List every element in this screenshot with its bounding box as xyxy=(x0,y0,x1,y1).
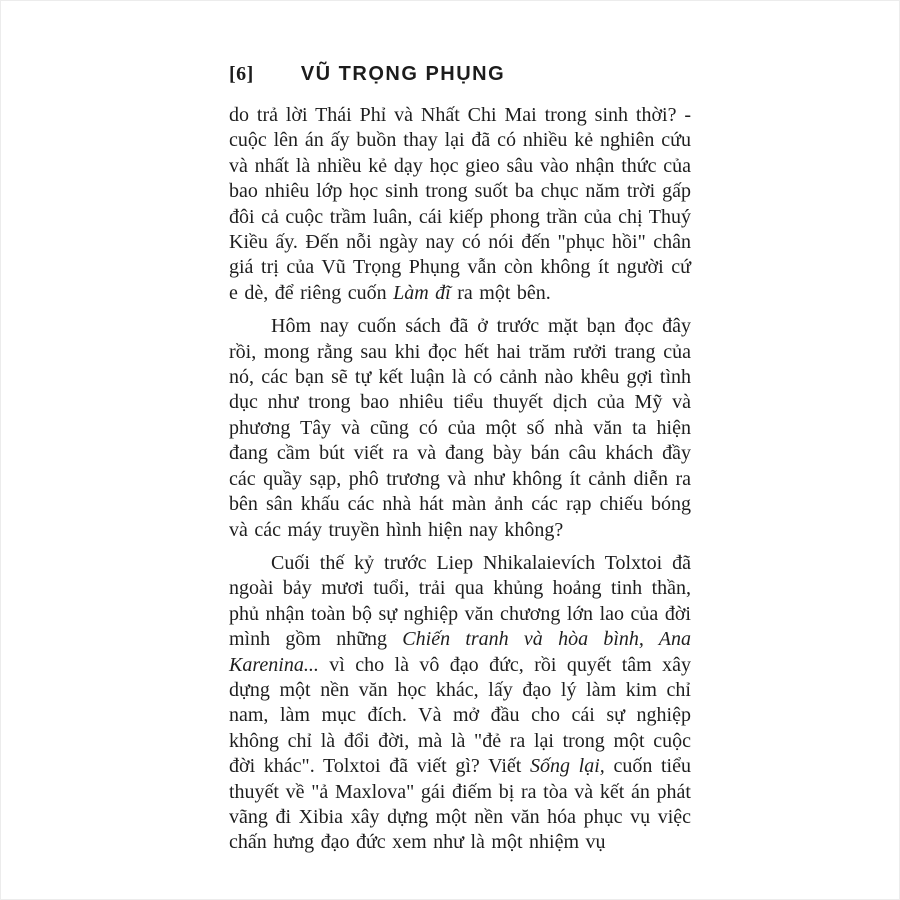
body-text: cuốn tiểu thuyết về "ả Maxlova" gái điếm bị ra tòa và kết án phát vãng đi Xibia xây dựng một nền văn hóa phục vụ việc chấn hưng đạo đức xem như là một nhiệm vụ xyxy=(229,755,691,854)
page-body xyxy=(229,103,691,856)
body-text: Hôm nay cuốn sách đã ở trước mặt bạn đọc đây rồi, mong rằng sau khi đọc hết hai trăm rưởi trang của nó, các bạn sẽ tự kết luận là có cảnh nào khêu gợi tình dục như trong bao nhiêu tiểu thuyết dịch của Mỹ và phương Tây và cũng có của một số nhà văn ta hiện đang cầm bút viết ra và đang bày bán câu khách đầy các quầy sạp, phô trương và như không ít cảnh diễn ra bên sân khấu các nhà hát màn ảnh các rạp chiếu bóng và các máy truyền hình hiện nay không? xyxy=(229,315,691,541)
book-title-italic: Sống lại, xyxy=(530,755,605,778)
running-header xyxy=(229,63,691,86)
book-title-italic: Làm đĩ xyxy=(393,281,451,304)
paragraph xyxy=(229,551,691,856)
paragraph xyxy=(229,314,691,543)
paragraph xyxy=(229,103,691,306)
running-title: VŨ TRỌNG PHỤNG xyxy=(300,63,506,85)
body-text: vì cho là vô đạo đức, rồi quyết tâm xây dựng một nền văn học khác, lấy đạo lý làm kim chỉ nam, làm mục đích. Và mở đầu cho cái sự nghiệp không chỉ là đổi đời, mà là "đẻ ra lại trong một cuộc đời khác". Tolxtoi đã viết gì? Viết xyxy=(229,653,691,778)
body-text: do trả lời Thái Phỉ và Nhất Chi Mai trong sinh thời? - cuộc lên án ấy buồn thay lại đã có nhiều kẻ nghiên cứu và nhất là nhiều kẻ dạy học gieo sâu vào nhận thức của bao nhiêu lớp học sinh trong suốt ba chục năm trời gấp đôi cả cuộc trầm luân, cái kiếp phong trần của chị Thuý Kiều ấy. Đến nỗi ngày nay có nói đến "phục hồi" chân giá trị của Vũ Trọng Phụng vẫn còn không ít người cứ e dè, để riêng cuốn xyxy=(229,104,691,304)
page-number: [6] xyxy=(229,63,254,85)
body-text: ra một bên. xyxy=(450,281,551,304)
body-text: Cuối thế kỷ trước Liep Nhikalaievích Tolxtoi đã ngoài bảy mươi tuổi, trải qua khủng hoảng tinh thần, phủ nhận toàn bộ sự nghiệp văn chương lớn lao của đời mình gồm những xyxy=(229,551,691,651)
book-title-italic: Chiến tranh và hòa bình, Ana Karenina... xyxy=(229,628,691,676)
